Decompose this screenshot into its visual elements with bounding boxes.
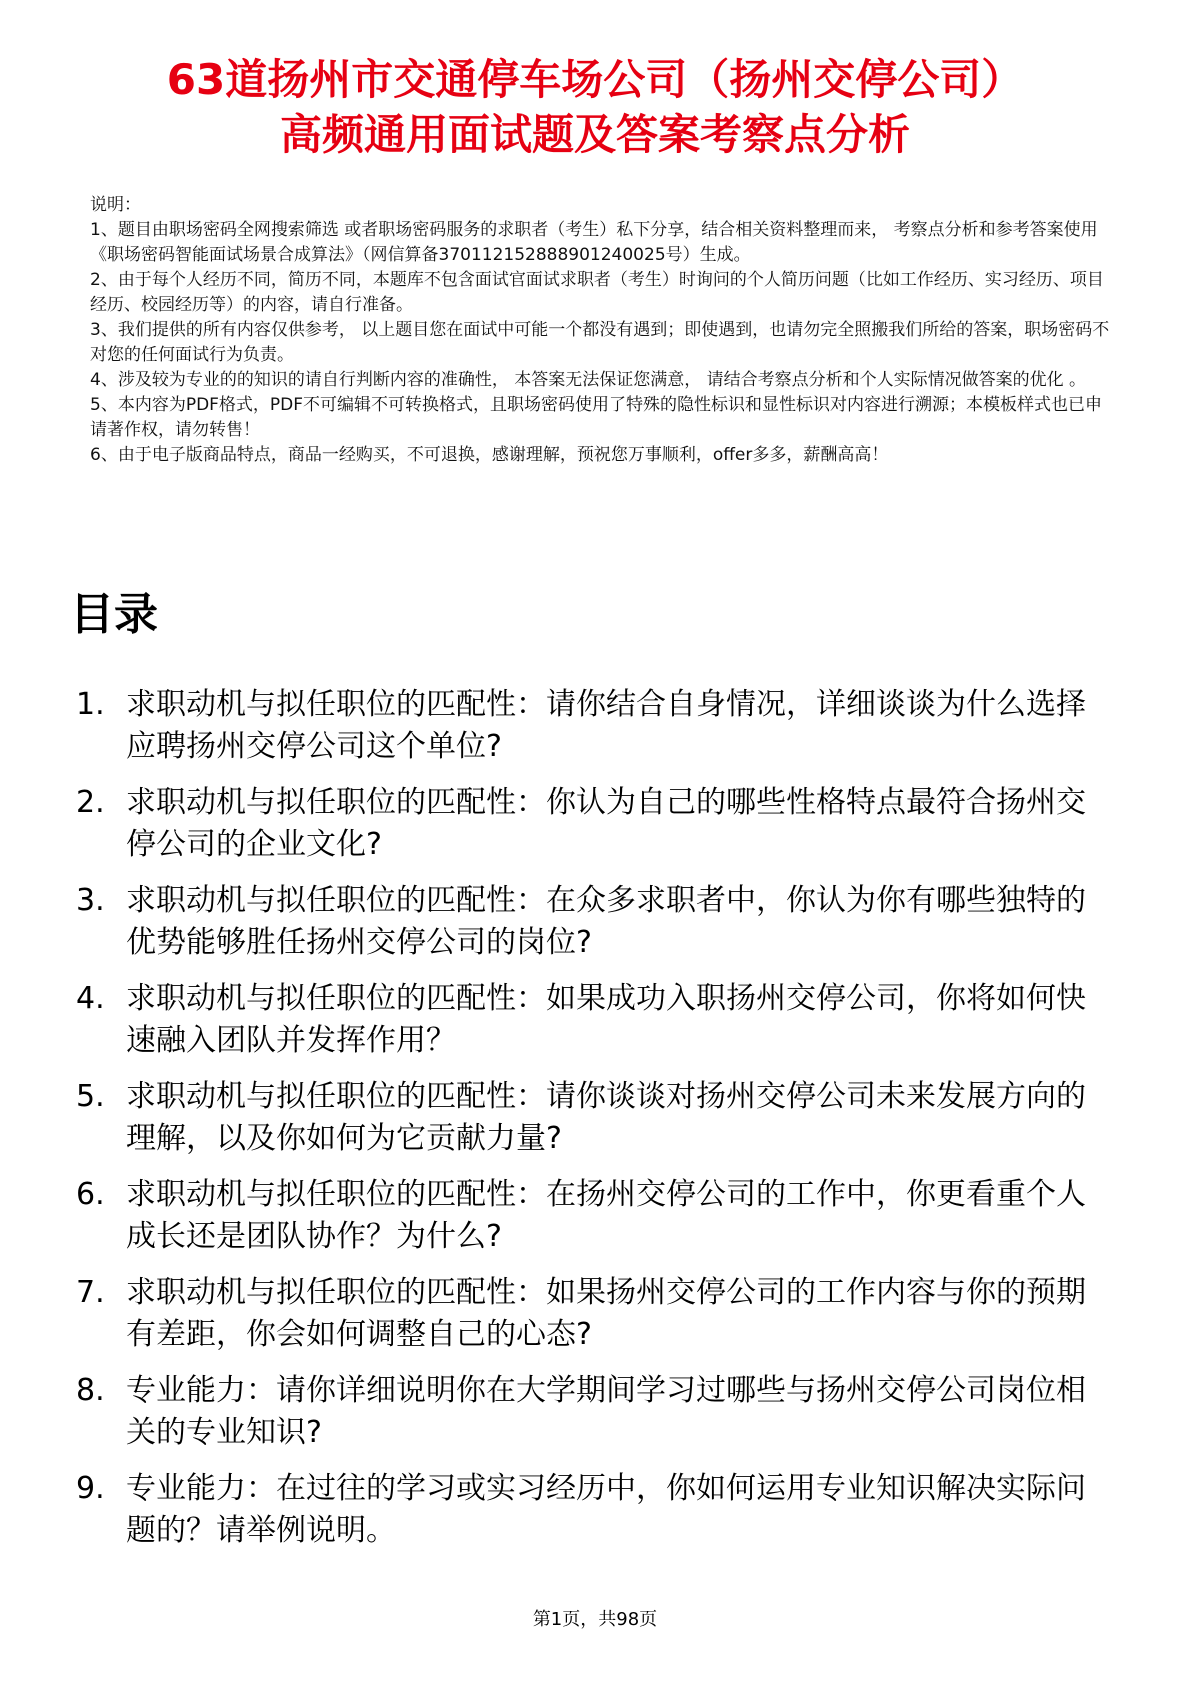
toc-item[interactable] — [70, 1370, 1110, 1454]
toc-item[interactable] — [70, 1468, 1110, 1552]
toc-item-text: 求职动机与拟任职位的匹配性：在众多求职者中，你认为你有哪些独特的优势能够胜任扬州交停公司的岗位? — [126, 883, 1086, 960]
notes-label: 说明： — [90, 195, 141, 215]
toc-item[interactable] — [70, 782, 1110, 866]
note-item: 2、由于每个人经历不同，简历不同，本题库不包含面试官面试求职者（考生）时询问的个人简历问题（比如工作经历、实习经历、项目经历、校园经历等）的内容，请自行准备。 — [90, 270, 1104, 315]
toc-item-number: 3. — [76, 883, 105, 918]
toc-item-number: 9. — [76, 1471, 105, 1506]
toc-item-text: 专业能力：在过往的学习或实习经历中，你如何运用专业知识解决实际问题的？请举例说明。 — [126, 1471, 1086, 1548]
page-footer: 第1页，共98页 — [532, 1609, 658, 1630]
note-item: 1、题目由职场密码全网搜索筛选 或者职场密码服务的求职者（考生）私下分享，结合相关资料整理而来， 考察点分析和参考答案使用《职场密码智能面试场景合成算法》（网信算备370112152888901240025号）生成。 — [90, 220, 1098, 265]
toc-item[interactable] — [70, 1174, 1110, 1258]
toc-item[interactable] — [70, 1076, 1110, 1160]
toc-item-text: 求职动机与拟任职位的匹配性：如果扬州交停公司的工作内容与你的预期有差距，你会如何调整自己的心态? — [126, 1275, 1086, 1352]
toc-item-number: 8. — [76, 1373, 105, 1408]
toc-item-number: 6. — [76, 1177, 105, 1212]
toc-item-text: 求职动机与拟任职位的匹配性：在扬州交停公司的工作中，你更看重个人成长还是团队协作？为什么? — [126, 1177, 1086, 1254]
note-item: 3、我们提供的所有内容仅供参考， 以上题目您在面试中可能一个都没有遇到；即使遇到，也请勿完全照搬我们所给的答案，职场密码不对您的任何面试行为负责。 — [90, 320, 1110, 365]
toc-item-number: 7. — [76, 1275, 105, 1310]
toc-item[interactable] — [70, 978, 1110, 1062]
title-line-2: 高频通用面试题及答案考察点分析 — [279, 110, 910, 159]
toc-list — [70, 684, 1110, 1566]
toc-item[interactable] — [70, 880, 1110, 964]
title-line-1: 63道扬州市交通停车场公司（扬州交停公司） — [166, 55, 1024, 104]
toc-item-number: 4. — [76, 981, 105, 1016]
toc-heading: 目录 — [70, 589, 158, 640]
toc-item[interactable] — [70, 684, 1110, 768]
toc-item-number: 1. — [76, 687, 105, 722]
toc-item-text: 求职动机与拟任职位的匹配性：你认为自己的哪些性格特点最符合扬州交停公司的企业文化? — [126, 785, 1086, 862]
toc-item-number: 2. — [76, 785, 105, 820]
note-item: 4、涉及较为专业的的知识的请自行判断内容的准确性， 本答案无法保证您满意， 请结合考察点分析和个人实际情况做答案的优化 。 — [90, 370, 1087, 390]
note-item: 5、本内容为PDF格式，PDF不可编辑不可转换格式，且职场密码使用了特殊的隐性标识和显性标识对内容进行溯源；本模板样式也已申请著作权，请勿转售！ — [90, 395, 1103, 440]
toc-item-text: 求职动机与拟任职位的匹配性：请你谈谈对扬州交停公司未来发展方向的理解，以及你如何为它贡献力量? — [126, 1079, 1086, 1156]
toc-item-text: 专业能力：请你详细说明你在大学期间学习过哪些与扬州交停公司岗位相关的专业知识? — [126, 1373, 1086, 1450]
note-item: 6、由于电子版商品特点，商品一经购买，不可退换，感谢理解，预祝您万事顺利，offer多多，薪酬高高！ — [90, 445, 889, 465]
toc-item-number: 5. — [76, 1079, 105, 1114]
document-title — [60, 52, 1130, 162]
toc-item-text: 求职动机与拟任职位的匹配性：如果成功入职扬州交停公司，你将如何快速融入团队并发挥作用？ — [126, 981, 1086, 1058]
notes-section — [90, 193, 1110, 468]
toc-item-text: 求职动机与拟任职位的匹配性：请你结合自身情况，详细谈谈为什么选择应聘扬州交停公司这个单位? — [126, 687, 1086, 764]
toc-item[interactable] — [70, 1272, 1110, 1356]
